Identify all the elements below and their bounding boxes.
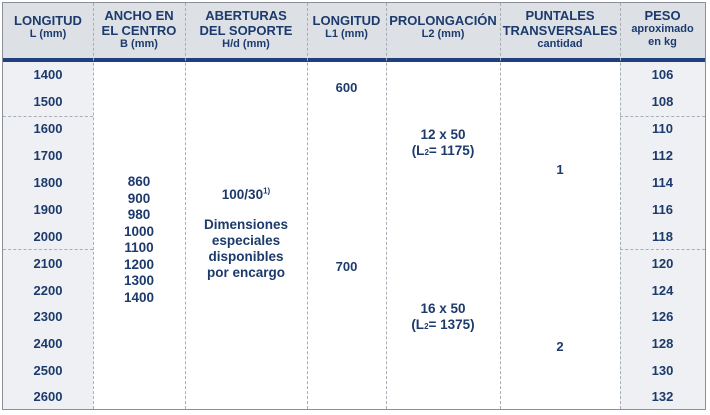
l1-value: 600 xyxy=(335,80,358,95)
header-aberturas-line2: DEL SOPORTE xyxy=(199,23,293,38)
aberturas-note: Dimensiones xyxy=(203,217,289,232)
header-longitud xyxy=(3,13,93,41)
ancho-value: 900 xyxy=(127,190,151,206)
row-group-divider xyxy=(620,116,705,117)
aberturas-footnote: 1) xyxy=(263,186,271,196)
header-l1-unit: L1 (mm) xyxy=(325,28,368,40)
puntales-value: 2 xyxy=(556,339,564,354)
header-ancho xyxy=(93,8,185,51)
l1-value: 700 xyxy=(335,259,358,274)
aberturas-note: disponibles xyxy=(208,249,284,264)
spec-table xyxy=(2,2,706,410)
header-peso-sub1: aproximado xyxy=(631,23,694,35)
longitud-value: 1900 xyxy=(33,202,63,217)
aberturas-value xyxy=(185,187,307,203)
peso-value: 130 xyxy=(651,363,674,378)
ancho-value: 1400 xyxy=(123,289,155,305)
header-aberturas-unit: H/d (mm) xyxy=(222,38,270,50)
ancho-value: 1200 xyxy=(123,256,155,272)
aberturas-dimension: 100/30 xyxy=(221,187,264,202)
longitud-value: 1400 xyxy=(33,67,63,82)
longitud-value: 2300 xyxy=(33,309,63,324)
peso-value: 126 xyxy=(651,309,674,324)
peso-value: 110 xyxy=(652,121,673,136)
prolongacion-length: (L2= 1175) xyxy=(411,143,475,158)
header-puntales-line2: TRANSVERSALES xyxy=(502,23,618,38)
aberturas-note: especiales xyxy=(211,233,281,248)
prolongacion-length: (L2= 1375) xyxy=(411,317,475,332)
aberturas-note: por encargo xyxy=(206,265,285,280)
prolongacion-size: 16 x 50 xyxy=(420,301,466,316)
longitud-value: 2600 xyxy=(33,389,63,404)
longitud-value: 1500 xyxy=(33,94,63,109)
ancho-value: 1100 xyxy=(124,240,154,255)
longitud-value: 2400 xyxy=(33,336,63,351)
peso-value: 106 xyxy=(651,67,674,82)
header-peso xyxy=(620,8,705,49)
peso-value: 132 xyxy=(651,389,674,404)
prolongacion-b xyxy=(386,301,500,333)
header-prolongacion-title: PROLONGACIÓN xyxy=(389,13,497,28)
row-group-divider xyxy=(3,249,93,250)
longitud-value: 1700 xyxy=(33,148,63,163)
longitud-value: 1600 xyxy=(33,121,63,136)
header-longitud-title: LONGITUD xyxy=(14,13,82,28)
longitud-value: 2100 xyxy=(33,256,63,271)
longitud-value: 2000 xyxy=(33,229,63,244)
prolongacion-a xyxy=(386,127,500,159)
peso-value: 120 xyxy=(651,256,674,271)
longitud-value: 1800 xyxy=(33,175,63,190)
header-aberturas xyxy=(185,8,307,51)
ancho-value: 860 xyxy=(127,174,151,189)
longitud-value: 2200 xyxy=(33,283,63,298)
puntales-value: 1 xyxy=(556,162,564,177)
peso-value: 114 xyxy=(652,175,673,190)
longitud-value: 2500 xyxy=(33,363,63,378)
header-prolongacion-unit: L2 (mm) xyxy=(421,28,465,40)
row-group-divider xyxy=(620,249,705,250)
header-ancho-unit: B (mm) xyxy=(120,38,158,50)
header-longitud-l1 xyxy=(307,13,386,41)
header-peso-title: PESO xyxy=(644,8,681,23)
header-ancho-line2: EL CENTRO xyxy=(101,23,177,38)
ancho-value: 1000 xyxy=(123,223,155,239)
header-puntales xyxy=(500,8,620,51)
header-longitud-unit: L (mm) xyxy=(29,28,67,40)
peso-value: 118 xyxy=(652,229,673,244)
peso-value: 108 xyxy=(651,94,674,109)
peso-value: 116 xyxy=(652,202,673,217)
aberturas-cell xyxy=(185,187,307,281)
ancho-value: 980 xyxy=(127,207,151,222)
header-aberturas-line1: ABERTURAS xyxy=(205,8,287,23)
peso-value: 112 xyxy=(652,148,673,163)
header-ancho-line1: ANCHO EN xyxy=(104,8,174,23)
col-sep xyxy=(386,3,387,409)
peso-value: 128 xyxy=(651,336,674,351)
header-peso-sub2: en kg xyxy=(648,36,677,48)
ancho-value: 1300 xyxy=(123,273,155,288)
col-sep xyxy=(307,3,308,409)
header-rule xyxy=(3,58,705,62)
ancho-list xyxy=(93,174,185,306)
peso-value: 124 xyxy=(651,283,674,298)
prolongacion-size: 12 x 50 xyxy=(420,127,466,142)
header-puntales-line1: PUNTALES xyxy=(525,8,595,23)
header-l1-title: LONGITUD xyxy=(312,13,381,28)
header-prolongacion xyxy=(386,13,500,41)
header-puntales-unit: cantidad xyxy=(537,38,583,50)
row-group-divider xyxy=(3,116,93,117)
